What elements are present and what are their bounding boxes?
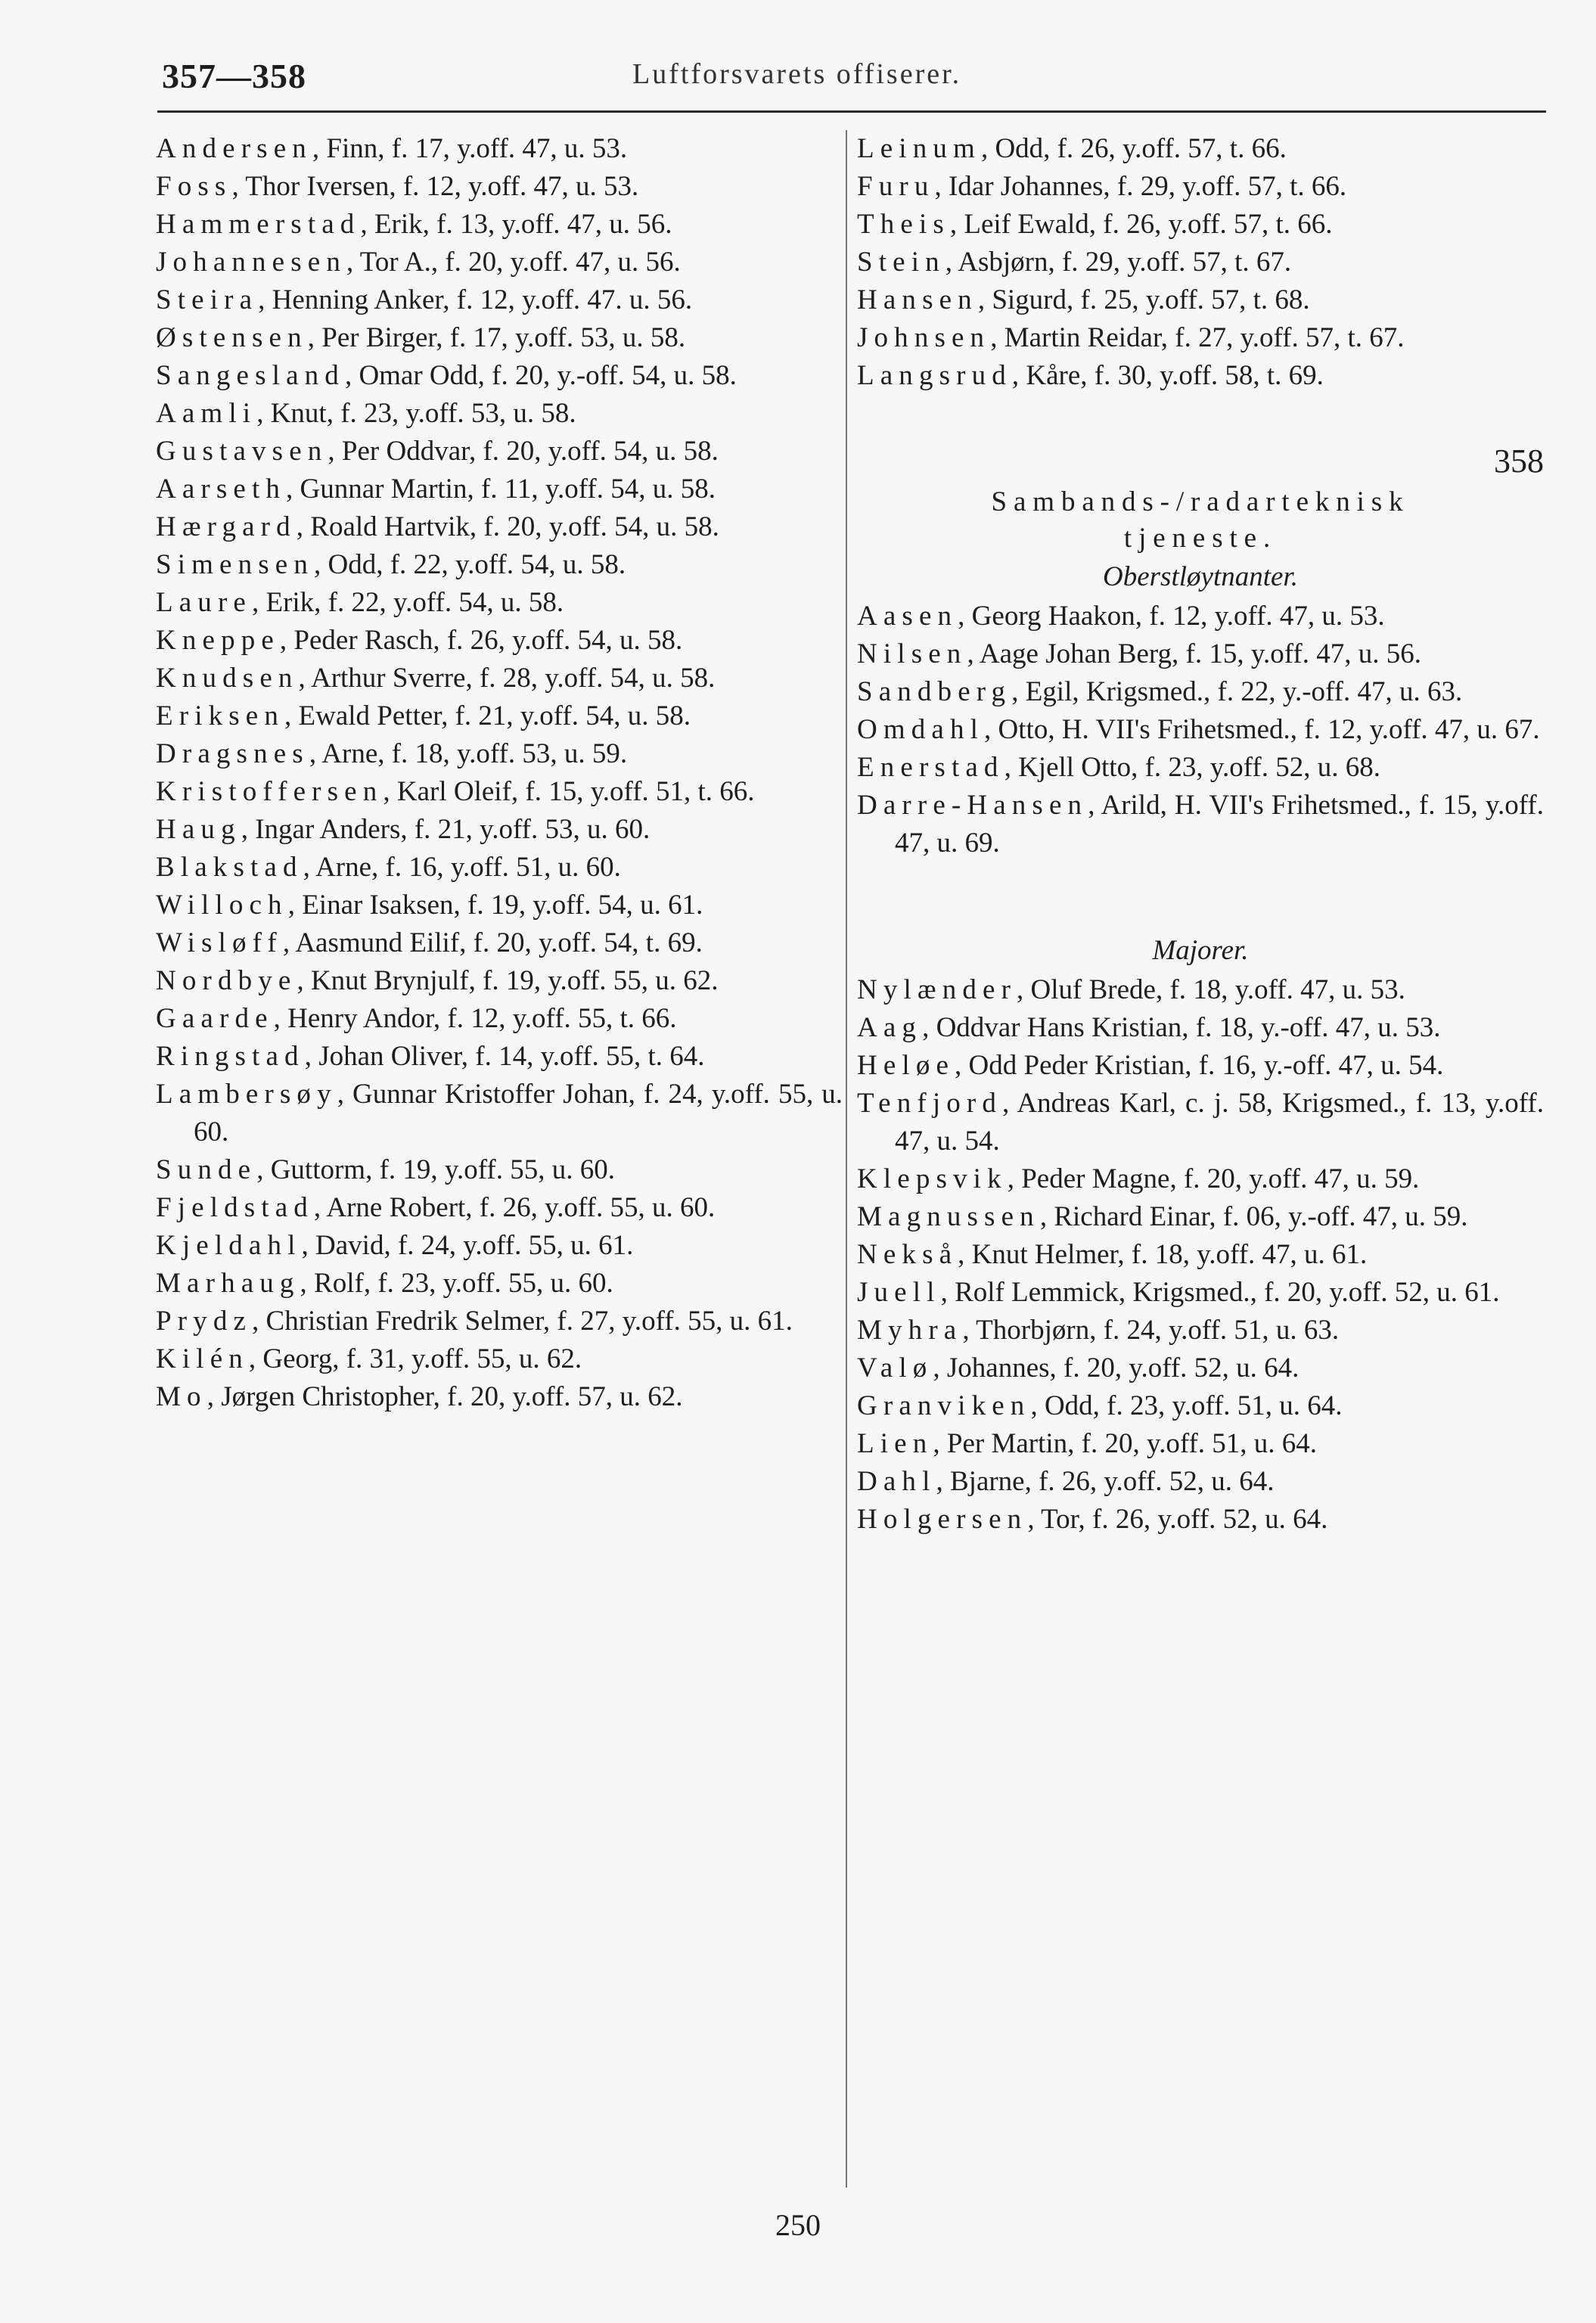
section-title-line2: tjeneste. xyxy=(1123,523,1278,554)
entry-details: , Erik, f. 22, y.off. 54, u. 58. xyxy=(251,587,564,618)
entry-surname: Kilén xyxy=(156,1343,249,1374)
entry-surname: Magnussen xyxy=(857,1201,1040,1232)
oberstloytnanter-list xyxy=(857,598,1544,862)
entry-details: , Richard Einar, f. 06, y.-off. 47, u. 59. xyxy=(1039,1201,1468,1232)
entry xyxy=(857,1009,1544,1047)
entry xyxy=(857,1085,1544,1160)
entry-surname: Andersen xyxy=(156,133,312,164)
entry xyxy=(857,1047,1544,1085)
entry-details: , Andreas Karl, c. j. 58, Krigsmed., f. 13, y.off. 47, u. 54. xyxy=(895,1088,1544,1157)
entry xyxy=(857,1349,1544,1387)
entry-details: , Sigurd, f. 25, y.off. 57, t. 68. xyxy=(977,284,1310,315)
page-number: 250 xyxy=(775,2208,821,2242)
entry-details: , Idar Johannes, f. 29, y.off. 57, t. 66. xyxy=(934,171,1347,202)
entry-details: , Ingar Anders, f. 21, y.off. 53, u. 60. xyxy=(241,814,651,845)
entry-details: , Omar Odd, f. 20, y.-off. 54, u. 58. xyxy=(344,360,737,391)
entry-details: , Henning Anker, f. 12, y.off. 47. u. 56. xyxy=(258,284,693,315)
entry-details: , Aage Johan Berg, f. 15, y.off. 47, u. 56. xyxy=(967,638,1421,669)
entry xyxy=(857,598,1544,635)
entry-details: , Jørgen Christopher, f. 20, y.off. 57, u. 62. xyxy=(206,1381,683,1412)
entry-surname: Stein xyxy=(857,247,945,278)
entry xyxy=(857,635,1544,673)
entry-surname: Steira xyxy=(156,284,259,315)
entry-surname: Lien xyxy=(857,1428,933,1459)
entry-surname: Langsrud xyxy=(857,360,1012,391)
entry-surname: Østensen xyxy=(156,322,308,353)
entry xyxy=(857,244,1544,281)
entry xyxy=(857,130,1544,168)
entry-surname: Darre-Hansen xyxy=(857,790,1088,821)
entry-surname: Ringstad xyxy=(156,1041,305,1072)
entry-details: , Kåre, f. 30, y.off. 58, t. 69. xyxy=(1011,360,1324,391)
entry-surname: Juell xyxy=(857,1277,941,1308)
entry-surname: Myhra xyxy=(857,1315,963,1346)
entry-details: , Odd, f. 23, y.off. 51, u. 64. xyxy=(1030,1390,1343,1421)
entry-details: , Gunnar Kristoffer Johan, f. 24, y.off. 55, u. 60. xyxy=(194,1079,843,1148)
entry xyxy=(156,1303,843,1340)
entry xyxy=(156,130,843,168)
entry-surname: Klepsvik xyxy=(857,1163,1008,1194)
entry-details: , Tor, f. 26, y.off. 52, u. 64. xyxy=(1027,1504,1328,1535)
entry-details: , Oluf Brede, f. 18, y.off. 47, u. 53. xyxy=(1017,974,1405,1005)
entry-surname: Theis xyxy=(857,209,950,240)
entry-details: , Erik, f. 13, y.off. 47, u. 56. xyxy=(360,209,672,240)
entry-surname: Prydz xyxy=(156,1306,253,1337)
entry-details: , Roald Hartvik, f. 20, y.off. 54, u. 58. xyxy=(296,511,719,542)
entry-details: , Gunnar Martin, f. 11, y.off. 54, u. 58. xyxy=(286,474,716,505)
entry-surname: Marhaug xyxy=(156,1268,300,1299)
entry-details: , Arne, f. 18, y.off. 53, u. 59. xyxy=(309,738,628,769)
entry xyxy=(156,508,843,546)
entry-details: , Egil, Krigsmed., f. 22, y.-off. 47, u. 63. xyxy=(1011,676,1463,707)
entry-surname: Knudsen xyxy=(156,663,299,694)
entry xyxy=(156,1076,843,1151)
entry-surname: Nylænder xyxy=(857,974,1017,1005)
left-column xyxy=(156,130,843,1416)
entry xyxy=(156,546,843,584)
entry xyxy=(156,1189,843,1227)
entry-surname: Aag xyxy=(857,1012,923,1043)
entry-surname: Omdahl xyxy=(857,714,985,745)
entry xyxy=(857,1425,1544,1463)
entry-details: , Arild, H. VII's Frihetsmed., f. 15, y.off. 47, u. 69. xyxy=(895,790,1544,859)
entry xyxy=(156,887,843,924)
entry xyxy=(156,206,843,244)
entry xyxy=(156,1227,843,1265)
entry xyxy=(156,168,843,206)
entry xyxy=(156,735,843,773)
entry-surname: Fjeldstad xyxy=(156,1192,314,1223)
entry-details: , Arne Robert, f. 26, y.off. 55, u. 60. xyxy=(313,1192,716,1223)
entry-details: , Guttorm, f. 19, y.off. 55, u. 60. xyxy=(256,1154,615,1185)
page-range: 357—358 xyxy=(162,57,306,95)
right-top-entry-list xyxy=(857,130,1544,395)
entry xyxy=(156,281,843,319)
entry xyxy=(857,168,1544,206)
entry xyxy=(156,395,843,433)
entry-details: , David, f. 24, y.off. 55, u. 61. xyxy=(301,1230,634,1261)
entry-surname: Valø xyxy=(857,1352,933,1384)
entry-surname: Eriksen xyxy=(156,700,285,731)
entry-details: , Peder Magne, f. 20, y.off. 47, u. 59. xyxy=(1007,1163,1420,1194)
majorer-list xyxy=(857,971,1544,1539)
entry-details: , Ewald Petter, f. 21, y.off. 54, u. 58. xyxy=(284,700,691,731)
header-rule xyxy=(157,110,1546,113)
entry-details: , Rolf, f. 23, y.off. 55, u. 60. xyxy=(300,1268,613,1299)
entry-surname: Kristoffersen xyxy=(156,776,383,807)
entry xyxy=(156,697,843,735)
entry-details: , Henry Andor, f. 12, y.off. 55, t. 66. xyxy=(273,1003,677,1034)
entry-details: , Einar Isaksen, f. 19, y.off. 54, u. 61. xyxy=(287,890,703,921)
entry-surname: Gustavsen xyxy=(156,436,328,467)
entry xyxy=(156,584,843,622)
entry-details: , Aasmund Eilif, f. 20, y.off. 54, t. 69. xyxy=(282,927,703,958)
entry-details: , Leif Ewald, f. 26, y.off. 57, t. 66. xyxy=(949,209,1333,240)
entry-surname: Furu xyxy=(857,171,935,202)
entry-details: , Arne, f. 16, y.off. 51, u. 60. xyxy=(303,852,621,883)
entry-surname: Enerstad xyxy=(857,752,1004,783)
entry xyxy=(156,1038,843,1076)
entry xyxy=(156,433,843,471)
entry xyxy=(156,244,843,281)
entry-details: , Christian Fredrik Selmer, f. 27, y.off. 55, u. 61. xyxy=(252,1306,793,1337)
entry-surname: Sandberg xyxy=(857,676,1012,707)
entry-surname: Hansen xyxy=(857,284,978,315)
entry xyxy=(857,1236,1544,1274)
entry xyxy=(156,1265,843,1303)
entry-details: , Per Birger, f. 17, y.off. 53, u. 58. xyxy=(307,322,686,353)
entry xyxy=(857,673,1544,711)
entry-details: , Oddvar Hans Kristian, f. 18, y.-off. 47, u. 53. xyxy=(922,1012,1441,1043)
entry-surname: Aasen xyxy=(857,601,958,632)
entry xyxy=(857,281,1544,319)
entry-surname: Nilsen xyxy=(857,638,967,669)
entry xyxy=(857,1387,1544,1425)
section-number: 358 xyxy=(1494,443,1544,480)
entry-surname: Hærgard xyxy=(156,511,297,542)
entry xyxy=(156,471,843,508)
entry-surname: Johannesen xyxy=(156,247,346,278)
entry xyxy=(857,749,1544,787)
entry-surname: Tenfjord xyxy=(857,1088,1002,1119)
entry-surname: Nekså xyxy=(857,1239,958,1270)
entry-surname: Kneppe xyxy=(156,625,280,656)
entry-surname: Granviken xyxy=(857,1390,1031,1421)
entry xyxy=(156,1378,843,1416)
entry-details: , Bjarne, f. 26, y.off. 52, u. 64. xyxy=(936,1466,1275,1497)
entry-details: , Rolf Lemmick, Krigsmed., f. 20, y.off. 52, u. 61. xyxy=(940,1277,1500,1308)
entry-details: , Per Martin, f. 20, y.off. 51, u. 64. xyxy=(933,1428,1318,1459)
entry xyxy=(156,660,843,697)
entry xyxy=(857,1501,1544,1539)
entry-details: , Peder Rasch, f. 26, y.off. 54, u. 58. xyxy=(279,625,683,656)
entry xyxy=(857,1274,1544,1312)
entry-details: , Finn, f. 17, y.off. 47, u. 53. xyxy=(312,133,628,164)
entry xyxy=(156,1000,843,1038)
entry-details: , Martin Reidar, f. 27, y.off. 57, t. 67. xyxy=(990,322,1405,353)
entry xyxy=(156,622,843,660)
entry-details: , Johannes, f. 20, y.off. 52, u. 64. xyxy=(933,1352,1299,1384)
entry-details: , Georg, f. 31, y.off. 55, u. 62. xyxy=(248,1343,582,1374)
entry-details: , Knut Helmer, f. 18, y.off. 47, u. 61. xyxy=(958,1239,1368,1270)
entry-surname: Blakstad xyxy=(156,852,303,883)
entry xyxy=(857,357,1544,395)
column-divider xyxy=(846,130,847,2188)
entry-details: , Karl Oleif, f. 15, y.off. 51, t. 66. xyxy=(383,776,755,807)
entry-surname: Haug xyxy=(156,814,241,845)
entry-details: , Odd Peder Kristian, f. 16, y.-off. 47, u. 54. xyxy=(955,1050,1444,1081)
entry-surname: Laure xyxy=(156,587,252,618)
entry-surname: Hammerstad xyxy=(156,209,361,240)
entry-surname: Gaarde xyxy=(156,1003,274,1034)
rank-heading-majorer: Majorer. xyxy=(1152,935,1249,966)
entry xyxy=(156,1340,843,1378)
entry-details: , Per Oddvar, f. 20, y.off. 54, u. 58. xyxy=(328,436,719,467)
rank-heading-oberstloytnanter: Oberstløytnanter. xyxy=(1103,561,1298,592)
entry xyxy=(857,1160,1544,1198)
entry xyxy=(857,1198,1544,1236)
entry-surname: Wisløff xyxy=(156,927,283,958)
entry xyxy=(857,206,1544,244)
entry-surname: Sangesland xyxy=(156,360,345,391)
entry-details: , Arthur Sverre, f. 28, y.off. 54, u. 58. xyxy=(298,663,716,694)
left-entry-list xyxy=(156,130,843,1416)
entry-surname: Foss xyxy=(156,171,232,202)
entry-surname: Dragsnes xyxy=(156,738,309,769)
entry xyxy=(857,971,1544,1009)
section-title-line1: Sambands-/radarteknisk xyxy=(991,486,1410,517)
entry-details: , Odd, f. 22, y.off. 54, u. 58. xyxy=(314,549,626,580)
entry xyxy=(857,319,1544,357)
entry xyxy=(156,811,843,849)
entry-details: , Johan Oliver, f. 14, y.off. 55, t. 64. xyxy=(304,1041,705,1072)
entry-surname: Nordbye xyxy=(156,965,297,996)
entry-surname: Dahl xyxy=(857,1466,936,1497)
entry xyxy=(156,962,843,1000)
entry-details: , Knut, f. 23, y.off. 53, u. 58. xyxy=(256,398,576,429)
entry-details: , Knut Brynjulf, f. 19, y.off. 55, u. 62. xyxy=(297,965,719,996)
entry-details: , Otto, H. VII's Frihetsmed., f. 12, y.off. 47, u. 67. xyxy=(984,714,1540,745)
entry xyxy=(156,924,843,962)
entry-details: , Thorbjørn, f. 24, y.off. 51, u. 63. xyxy=(962,1315,1340,1346)
entry-surname: Kjeldahl xyxy=(156,1230,302,1261)
entry xyxy=(857,711,1544,749)
entry-surname: Holgersen xyxy=(857,1504,1028,1535)
entry-details: , Tor A., f. 20, y.off. 47, u. 56. xyxy=(346,247,681,278)
entry xyxy=(156,773,843,811)
entry xyxy=(156,849,843,887)
entry-surname: Willoch xyxy=(156,890,288,921)
entry-details: , Georg Haakon, f. 12, y.off. 47, u. 53. xyxy=(958,601,1385,632)
running-title: Luftforsvarets offiserer. xyxy=(632,58,962,90)
entry-details: , Kjell Otto, f. 23, y.off. 52, u. 68. xyxy=(1004,752,1380,783)
entry-details: , Thor Iversen, f. 12, y.off. 47, u. 53. xyxy=(231,171,639,202)
entry-surname: Johnsen xyxy=(857,322,991,353)
entry-surname: Aamli xyxy=(156,398,257,429)
entry-surname: Aarseth xyxy=(156,474,287,505)
entry-surname: Leinum xyxy=(857,133,981,164)
entry xyxy=(156,1151,843,1189)
entry xyxy=(857,1463,1544,1501)
entry xyxy=(857,787,1544,862)
entry xyxy=(857,1312,1544,1349)
entry-surname: Lambersøy xyxy=(156,1079,337,1110)
entry-details: , Asbjørn, f. 29, y.off. 57, t. 67. xyxy=(945,247,1292,278)
entry-surname: Simensen xyxy=(156,549,315,580)
entry-surname: Mo xyxy=(156,1381,207,1412)
right-column xyxy=(857,130,1544,1539)
entry-details: , Odd, f. 26, y.off. 57, t. 66. xyxy=(980,133,1287,164)
entry xyxy=(156,319,843,357)
entry xyxy=(156,357,843,395)
entry-surname: Heløe xyxy=(857,1050,955,1081)
entry-surname: Sunde xyxy=(156,1154,257,1185)
